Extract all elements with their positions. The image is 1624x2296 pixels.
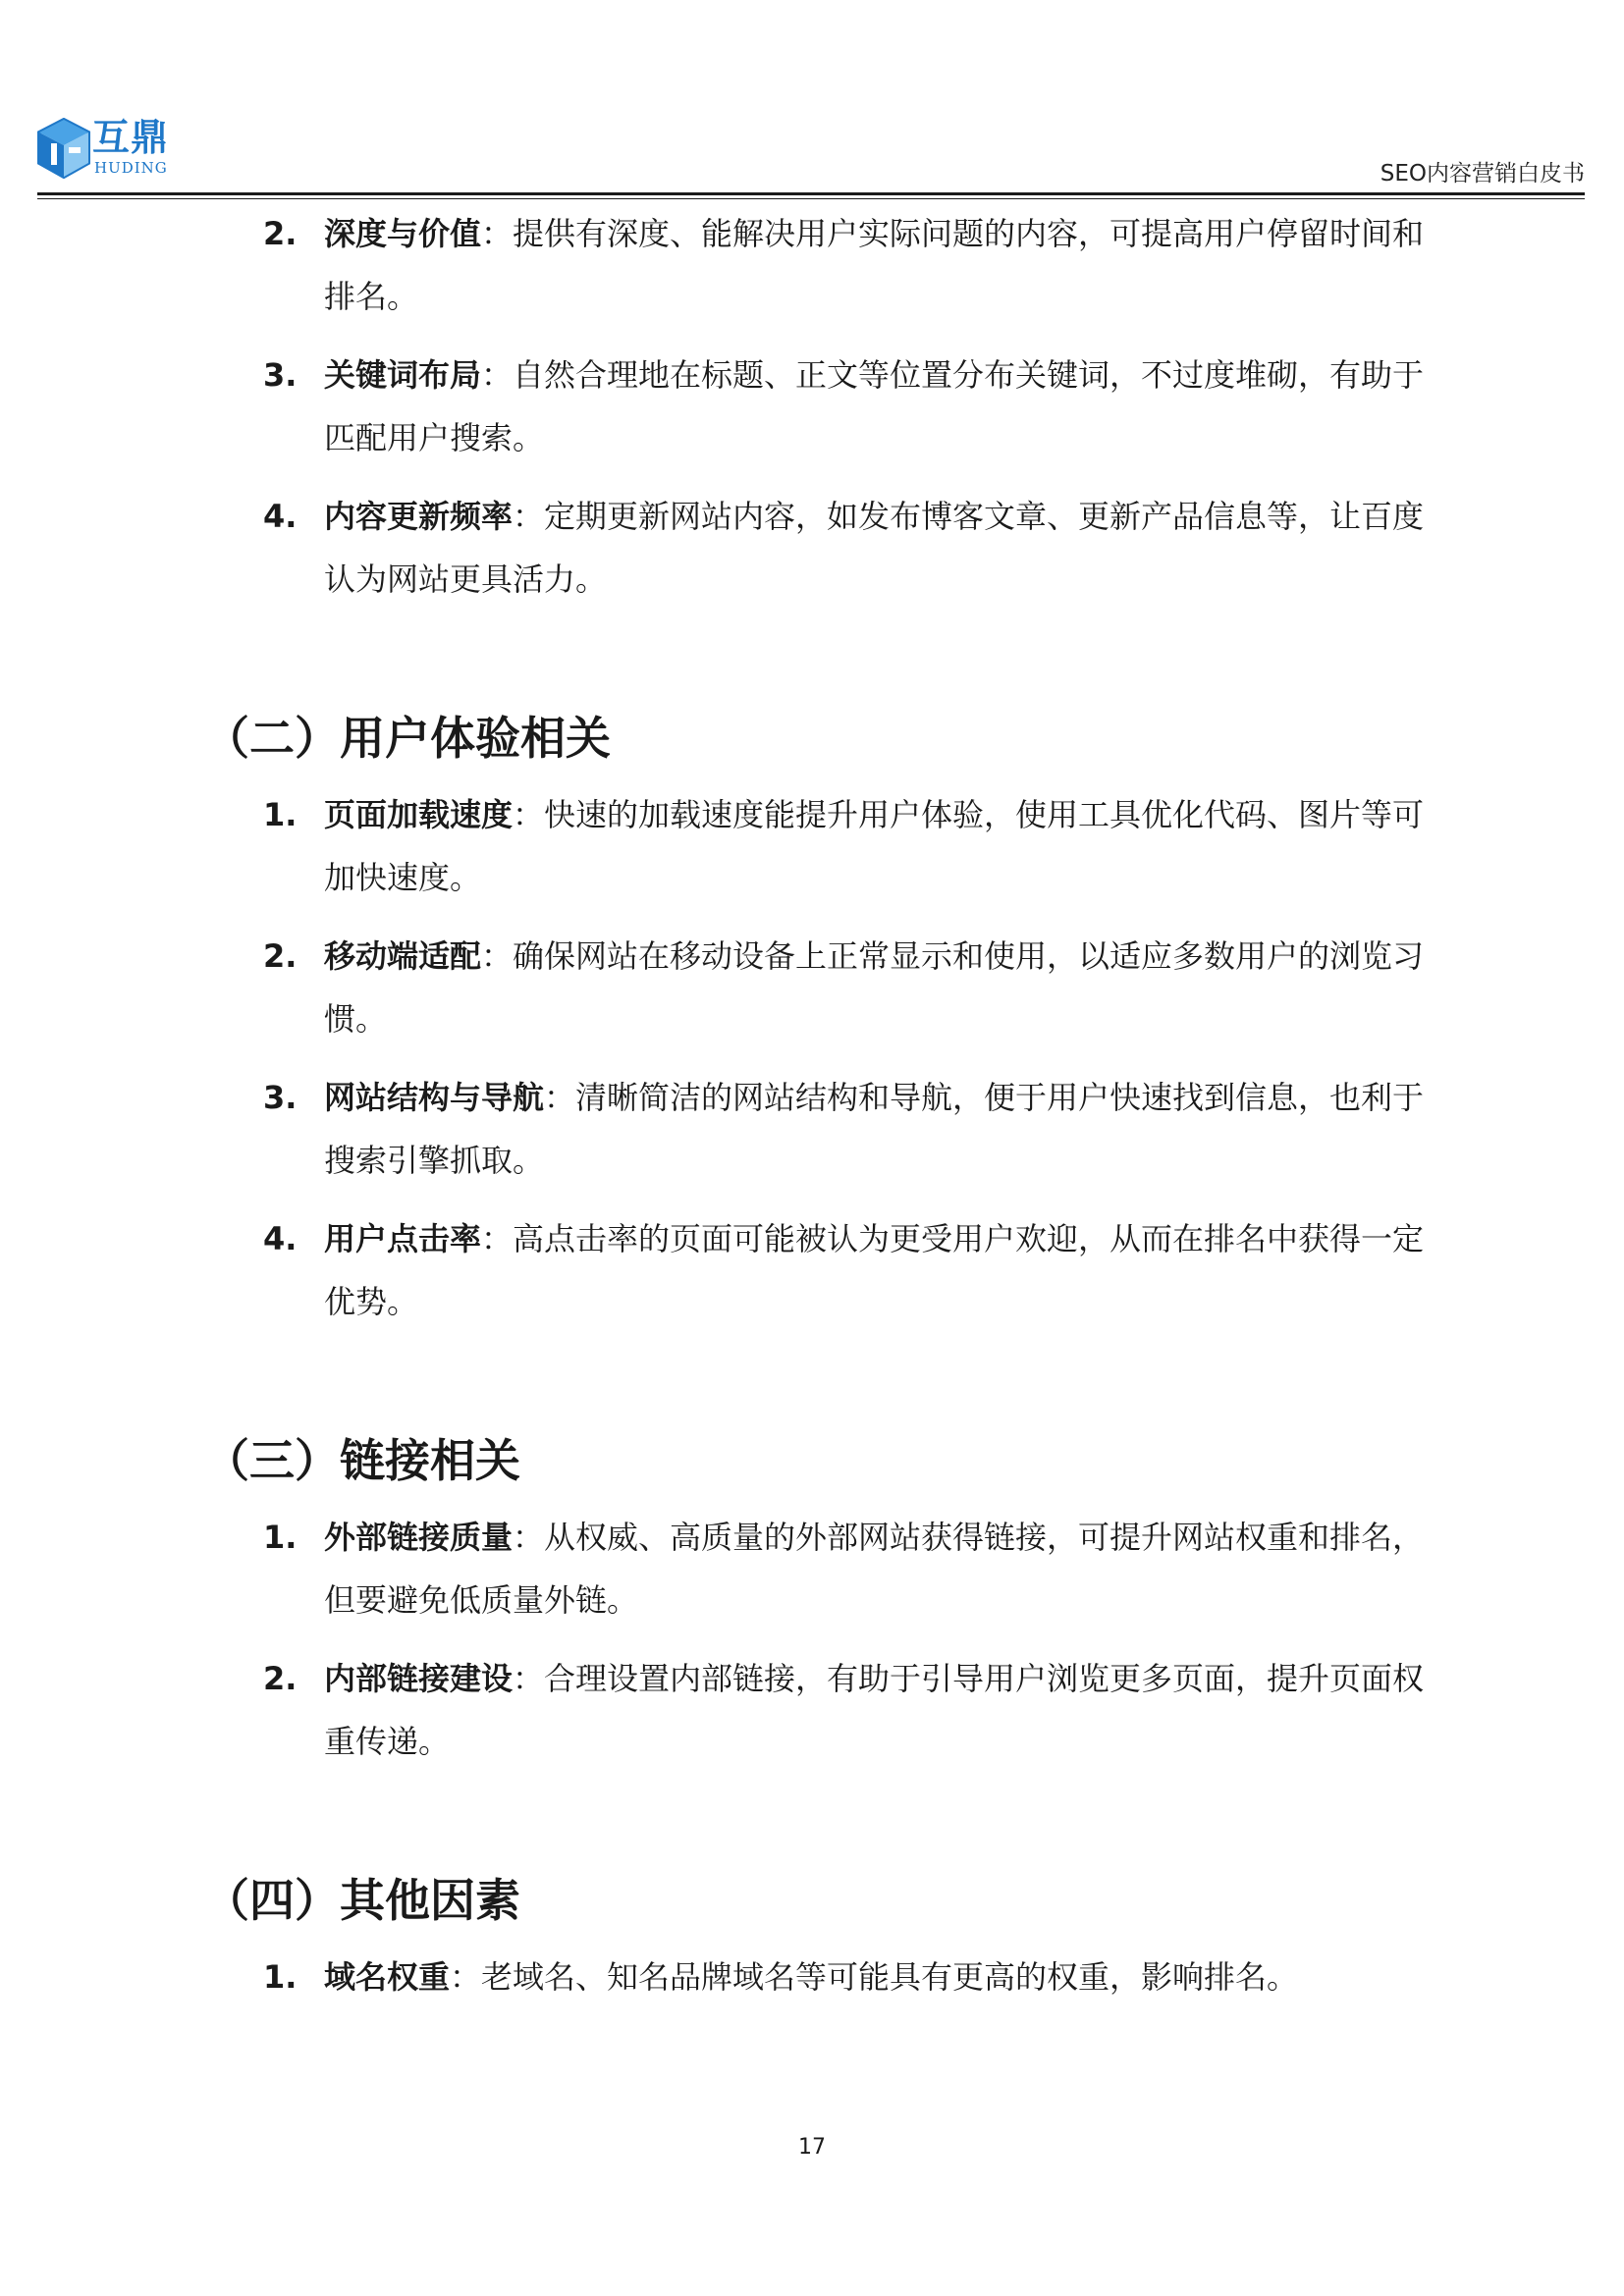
header-rule-thin [37,198,1585,199]
item-term: 网站结构与导航 [324,1079,545,1116]
list-item [263,202,1432,328]
list-item [263,783,1432,909]
list-item [263,344,1432,469]
item-term: 深度与价值 [324,215,482,252]
document-title: SEO内容营销白皮书 [1380,161,1585,187]
logo-english-text: HUDING [94,159,168,177]
list-item [263,1506,1432,1631]
section-heading: （四）其他因素 [204,1874,520,1927]
page-number: 17 [798,2135,826,2160]
item-term: 外部链接质量 [324,1519,514,1556]
logo-chinese-text: 互鼎 [92,116,170,159]
item-number: 3. [263,1079,298,1116]
item-term: 关键词布局 [324,356,482,394]
item-number: 1. [263,1519,298,1556]
item-term: 页面加载速度 [324,796,514,833]
item-term: 域名权重 [324,1958,451,1996]
list-item [263,925,1432,1050]
item-number: 2. [263,937,298,975]
item-number: 4. [263,498,298,535]
list-item [263,1066,1432,1192]
list-item [263,1207,1432,1333]
item-description: ：自然合理地在标题、正文等位置分布关键词，不过度堆砌，有助于匹配用户搜索。 [324,356,1425,456]
item-number: 2. [263,1660,298,1697]
item-term: 用户点击率 [324,1220,482,1257]
item-description: ：快速的加载速度能提升用户体验，使用工具优化代码、图片等可加快速度。 [324,796,1425,896]
item-number: 1. [263,1958,298,1996]
section-heading: （三）链接相关 [204,1434,520,1487]
item-description: ：从权威、高质量的外部网站获得链接，可提升网站权重和排名，但要避免低质量外链。 [324,1519,1425,1619]
item-term: 内容更新频率 [324,498,514,535]
item-number: 2. [263,215,298,252]
logo [37,116,175,183]
list-item [263,485,1432,611]
item-term: 内部链接建设 [324,1660,514,1697]
item-description: ：清晰简洁的网站结构和导航，便于用户快速找到信息，也利于搜索引擎抓取。 [324,1079,1425,1179]
item-description: ：提供有深度、能解决用户实际问题的内容，可提高用户停留时间和排名。 [324,215,1425,315]
item-description: ：老域名、知名品牌域名等可能具有更高的权重，影响排名。 [450,1958,1299,1996]
item-number: 4. [263,1220,298,1257]
header-rule-thick [37,192,1585,195]
item-description: ：定期更新网站内容，如发布博客文章、更新产品信息等，让百度认为网站更具活力。 [324,498,1425,598]
cube-logo-icon [37,118,90,179]
section-heading: （二）用户体验相关 [204,712,611,765]
list-item [263,1946,1432,2008]
item-number: 3. [263,356,298,394]
item-description: ：高点击率的页面可能被认为更受用户欢迎，从而在排名中获得一定优势。 [324,1220,1425,1320]
list-item [263,1647,1432,1773]
item-number: 1. [263,796,298,833]
item-term: 移动端适配 [324,937,482,975]
item-description: ：确保网站在移动设备上正常显示和使用，以适应多数用户的浏览习惯。 [324,937,1425,1038]
item-description: ：合理设置内部链接，有助于引导用户浏览更多页面，提升页面权重传递。 [324,1660,1425,1760]
